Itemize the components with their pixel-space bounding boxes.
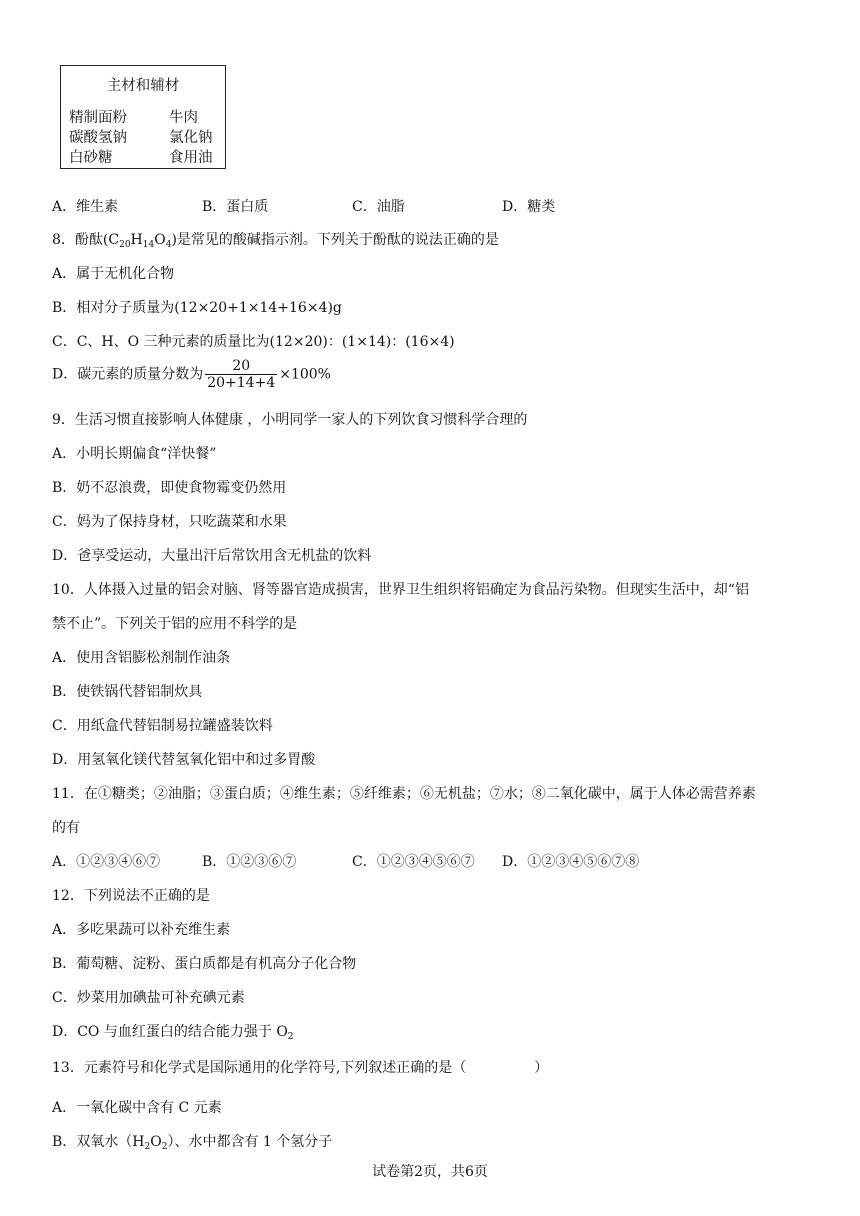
q11-option-c: C．①②③④⑤⑥⑦	[352, 854, 475, 870]
q12-option-b: B．葡萄糖、淀粉、蛋白质都是有机高分子化合物	[52, 956, 357, 972]
q11-option-b: B．①②③⑥⑦	[202, 854, 297, 870]
q9-option-c: C．妈为了保持身材，只吃蔬菜和水果	[52, 514, 287, 530]
q10-stem-line2: 禁不止”。下列关于铝的应用不科学的是	[52, 616, 298, 632]
q11-stem-line1: 11．在①糖类；②油脂；③蛋白质；④维生素；⑤纤维素；⑥无机盐；⑦水；⑧二氧化碳中，属于人体必需营养素	[52, 786, 756, 802]
q10-option-c: C．用纸盒代替铝制易拉罐盛装饮料	[52, 718, 273, 734]
q13-option-a: A．一氧化碳中含有 C 元素	[52, 1100, 222, 1116]
table-cell: 碳酸氢钠	[69, 130, 127, 146]
q13-stem: 13．元素符号和化学式是国际通用的化学符号,下列叙述正确的是（ ）	[52, 1060, 549, 1076]
q12-option-d: D．CO 与血红蛋白的结合能力强于 $O_2$	[52, 1024, 294, 1042]
q10-stem-line1: 10．人体摄入过量的铝会对脑、肾等器官造成损害，世界卫生组织将铝确定为食品污染物。但现实生活中，却“铝	[52, 582, 749, 598]
q8-option-a: A．属于无机化合物	[52, 266, 175, 282]
table-title: 主材和辅材	[106, 78, 180, 94]
table-cell: 牛肉	[169, 110, 198, 126]
q8-stem: 8．酚酞$(C_{20}H_{14}O_4)$是常见的酸碱指示剂。下列关于酚酞的说法正确的是	[52, 232, 499, 250]
q9-option-d: D．爸享受运动，大量出汗后常饮用含无机盐的饮料	[52, 548, 372, 564]
q9-stem: 9．生活习惯直接影响人体健康 ，小明同学一家人的下列饮食习惯科学合理的	[52, 412, 528, 428]
q11-stem-line2: 的有	[52, 820, 80, 836]
q8-option-c: C．C、H、O 三种元素的质量比为(12×20)：(1×14)：(16×4)	[52, 334, 455, 350]
table-cell: 氯化钠	[169, 130, 213, 146]
q8-option-d: D．碳元素的质量分数为 $\frac{20}{20+14+4}$ ×100%	[52, 358, 331, 392]
page-footer: 试卷第2页，共6页	[372, 1164, 488, 1180]
q11-option-a: A．①②③④⑥⑦	[52, 854, 161, 870]
q12-stem: 12．下列说法不正确的是	[52, 888, 210, 904]
q10-option-d: D．用氢氧化镁代替氢氧化铝中和过多胃酸	[52, 752, 316, 768]
q12-option-c: C．炒菜用加碘盐可补充碘元素	[52, 990, 245, 1006]
q8-option-b: B．相对分子质量为(12×20+1×14+16×4)g	[52, 300, 342, 316]
q9-option-a: A．小明长期偏食“洋快餐”	[52, 446, 217, 462]
table-cell: 白砂糖	[69, 150, 113, 166]
table-cell: 食用油	[169, 150, 213, 166]
q7-option-c: C．油脂	[352, 199, 405, 215]
ingredients-table	[60, 65, 226, 169]
q12-option-a: A．多吃果蔬可以补充维生素	[52, 922, 231, 938]
q7-option-d: D．糖类	[502, 199, 556, 215]
q10-option-a: A．使用含铝膨松剂制作油条	[52, 650, 231, 666]
table-cell: 精制面粉	[69, 110, 127, 126]
q7-option-b: B．蛋白质	[202, 199, 269, 215]
mass-fraction: $\frac{20}{20+14+4}$	[207, 358, 276, 392]
q7-option-a: A．维生素	[52, 199, 119, 215]
q13-option-b: B．双氧水$(H_2O_2)$、水中都含有 1 个氢分子	[52, 1134, 333, 1152]
q11-option-d: D．①②③④⑤⑥⑦⑧	[502, 854, 640, 870]
q10-option-b: B．使铁锅代替铝制炊具	[52, 684, 203, 700]
q9-option-b: B．奶不忍浪费，即使食物霉变仍然用	[52, 480, 287, 496]
